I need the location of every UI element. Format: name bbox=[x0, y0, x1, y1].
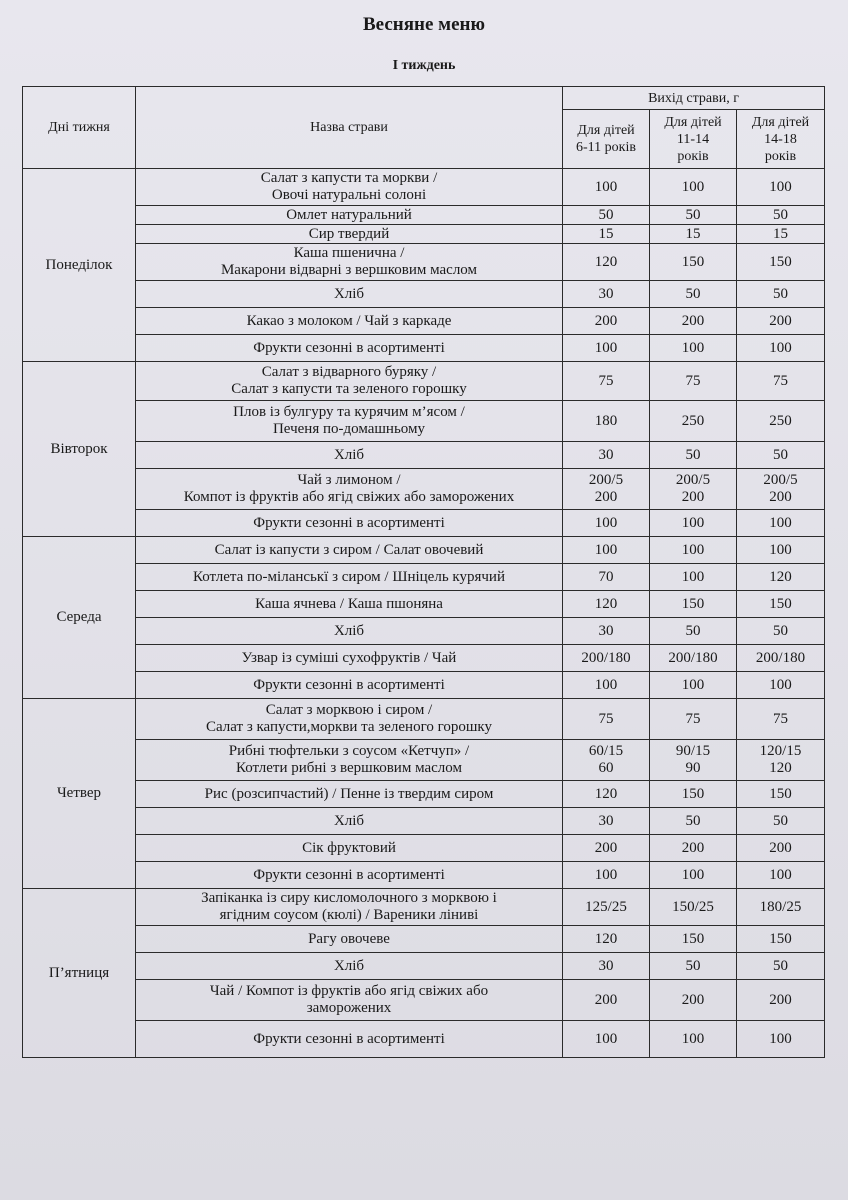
dish-cell: Омлет натуральний bbox=[136, 206, 563, 225]
table-body bbox=[23, 169, 825, 1058]
table-row bbox=[23, 281, 825, 308]
portion-cell-11-14: 200/5 200 bbox=[650, 469, 737, 510]
dish-cell: Фрукти сезонні в асортименті bbox=[136, 335, 563, 362]
portion-cell-6-11: 30 bbox=[563, 618, 650, 645]
dish-cell: Фрукти сезонні в асортименті bbox=[136, 862, 563, 889]
dish-cell: Рагу овочеве bbox=[136, 926, 563, 953]
portion-cell-6-11: 15 bbox=[563, 225, 650, 244]
portion-cell-14-18: 200/180 bbox=[737, 645, 825, 672]
portion-cell-11-14: 200 bbox=[650, 308, 737, 335]
table-row bbox=[23, 169, 825, 206]
portion-cell-11-14: 50 bbox=[650, 618, 737, 645]
day-cell: Середа bbox=[23, 537, 136, 699]
dish-cell: Какао з молоком / Чай з каркаде bbox=[136, 308, 563, 335]
portion-cell-14-18: 200 bbox=[737, 308, 825, 335]
page-subtitle: І тиждень bbox=[392, 58, 456, 73]
portion-cell-11-14: 100 bbox=[650, 169, 737, 206]
portion-cell-6-11: 125/25 bbox=[563, 889, 650, 926]
portion-cell-11-14: 50 bbox=[650, 953, 737, 980]
portion-cell-6-11: 100 bbox=[563, 672, 650, 699]
dish-cell: Салат із капусти з сиром / Салат овочевий bbox=[136, 537, 563, 564]
dish-cell: Рибні тюфтельки з соусом «Кетчуп» / Котлети рибні з вершковим маслом bbox=[136, 740, 563, 781]
table-row bbox=[23, 618, 825, 645]
portion-cell-6-11: 30 bbox=[563, 808, 650, 835]
portion-cell-6-11: 120 bbox=[563, 244, 650, 281]
portion-cell-6-11: 75 bbox=[563, 699, 650, 740]
portion-cell-11-14: 150/25 bbox=[650, 889, 737, 926]
portion-cell-6-11: 200 bbox=[563, 980, 650, 1021]
dish-cell: Хліб bbox=[136, 618, 563, 645]
table-row bbox=[23, 835, 825, 862]
table-row bbox=[23, 401, 825, 442]
table-row bbox=[23, 564, 825, 591]
portion-cell-6-11: 60/15 60 bbox=[563, 740, 650, 781]
portion-cell-14-18: 100 bbox=[737, 335, 825, 362]
day-cell: Понеділок bbox=[23, 169, 136, 362]
portion-cell-14-18: 50 bbox=[737, 281, 825, 308]
portion-cell-14-18: 250 bbox=[737, 401, 825, 442]
portion-cell-11-14: 75 bbox=[650, 362, 737, 401]
header-age-14-18: Для дітей 14-18 років bbox=[737, 110, 825, 169]
portion-cell-11-14: 50 bbox=[650, 808, 737, 835]
portion-cell-11-14: 100 bbox=[650, 564, 737, 591]
dish-cell: Узвар із суміші сухофруктів / Чай bbox=[136, 645, 563, 672]
portion-cell-14-18: 180/25 bbox=[737, 889, 825, 926]
portion-cell-14-18: 75 bbox=[737, 362, 825, 401]
portion-cell-6-11: 180 bbox=[563, 401, 650, 442]
portion-cell-14-18: 50 bbox=[737, 618, 825, 645]
portion-cell-14-18: 100 bbox=[737, 169, 825, 206]
table-row bbox=[23, 889, 825, 926]
portion-cell-11-14: 100 bbox=[650, 672, 737, 699]
dish-cell: Чай з лимоном / Компот із фруктів або ягід свіжих або заморожених bbox=[136, 469, 563, 510]
table-row bbox=[23, 862, 825, 889]
portion-cell-11-14: 75 bbox=[650, 699, 737, 740]
portion-cell-14-18: 100 bbox=[737, 1021, 825, 1058]
header-day: Дні тижня bbox=[23, 87, 136, 169]
portion-cell-11-14: 150 bbox=[650, 244, 737, 281]
portion-cell-6-11: 30 bbox=[563, 281, 650, 308]
header-output: Вихід страви, г bbox=[563, 87, 825, 110]
portion-cell-11-14: 150 bbox=[650, 591, 737, 618]
portion-cell-6-11: 50 bbox=[563, 206, 650, 225]
portion-cell-6-11: 100 bbox=[563, 537, 650, 564]
table-header bbox=[23, 87, 825, 169]
day-cell: П’ятниця bbox=[23, 889, 136, 1058]
menu-table bbox=[22, 86, 825, 1058]
table-row bbox=[23, 1021, 825, 1058]
portion-cell-6-11: 100 bbox=[563, 169, 650, 206]
portion-cell-6-11: 30 bbox=[563, 442, 650, 469]
day-cell: Четвер bbox=[23, 699, 136, 889]
portion-cell-14-18: 150 bbox=[737, 244, 825, 281]
dish-cell: Хліб bbox=[136, 281, 563, 308]
dish-cell: Хліб bbox=[136, 808, 563, 835]
portion-cell-6-11: 200 bbox=[563, 835, 650, 862]
portion-cell-11-14: 100 bbox=[650, 335, 737, 362]
portion-cell-11-14: 200/180 bbox=[650, 645, 737, 672]
portion-cell-6-11: 120 bbox=[563, 926, 650, 953]
table-row bbox=[23, 672, 825, 699]
portion-cell-6-11: 200/5 200 bbox=[563, 469, 650, 510]
portion-cell-6-11: 100 bbox=[563, 510, 650, 537]
portion-cell-14-18: 120 bbox=[737, 564, 825, 591]
portion-cell-14-18: 50 bbox=[737, 953, 825, 980]
portion-cell-14-18: 120/15 120 bbox=[737, 740, 825, 781]
table-row bbox=[23, 469, 825, 510]
dish-cell: Котлета по-міланськї з сиром / Шніцель курячий bbox=[136, 564, 563, 591]
portion-cell-11-14: 250 bbox=[650, 401, 737, 442]
table-row bbox=[23, 335, 825, 362]
portion-cell-14-18: 100 bbox=[737, 862, 825, 889]
portion-cell-14-18: 150 bbox=[737, 926, 825, 953]
dish-cell: Плов із булгуру та курячим м’ясом / Печеня по-домашньому bbox=[136, 401, 563, 442]
portion-cell-6-11: 100 bbox=[563, 1021, 650, 1058]
portion-cell-11-14: 15 bbox=[650, 225, 737, 244]
portion-cell-14-18: 200/5 200 bbox=[737, 469, 825, 510]
dish-cell: Сік фруктовий bbox=[136, 835, 563, 862]
portion-cell-14-18: 150 bbox=[737, 781, 825, 808]
table-row bbox=[23, 510, 825, 537]
portion-cell-14-18: 100 bbox=[737, 672, 825, 699]
portion-cell-14-18: 15 bbox=[737, 225, 825, 244]
header-age-6-11: Для дітей 6-11 років bbox=[563, 110, 650, 169]
table-row bbox=[23, 781, 825, 808]
portion-cell-6-11: 120 bbox=[563, 591, 650, 618]
table-row bbox=[23, 225, 825, 244]
portion-cell-14-18: 200 bbox=[737, 835, 825, 862]
table-row bbox=[23, 362, 825, 401]
portion-cell-11-14: 50 bbox=[650, 281, 737, 308]
table-row bbox=[23, 645, 825, 672]
portion-cell-11-14: 100 bbox=[650, 537, 737, 564]
portion-cell-6-11: 100 bbox=[563, 335, 650, 362]
portion-cell-6-11: 75 bbox=[563, 362, 650, 401]
table-row bbox=[23, 740, 825, 781]
portion-cell-14-18: 50 bbox=[737, 808, 825, 835]
table-row bbox=[23, 442, 825, 469]
portion-cell-11-14: 150 bbox=[650, 781, 737, 808]
portion-cell-14-18: 200 bbox=[737, 980, 825, 1021]
portion-cell-11-14: 50 bbox=[650, 442, 737, 469]
day-cell: Вівторок bbox=[23, 362, 136, 537]
portion-cell-11-14: 100 bbox=[650, 1021, 737, 1058]
dish-cell: Чай / Компот із фруктів або ягід свіжих або заморожених bbox=[136, 980, 563, 1021]
portion-cell-11-14: 200 bbox=[650, 835, 737, 862]
dish-cell: Салат з морквою і сиром / Салат з капусти,моркви та зеленого горошку bbox=[136, 699, 563, 740]
dish-cell: Фрукти сезонні в асортименті bbox=[136, 510, 563, 537]
portion-cell-6-11: 30 bbox=[563, 953, 650, 980]
dish-cell: Рис (розсипчастий) / Пенне із твердим сиром bbox=[136, 781, 563, 808]
dish-cell: Хліб bbox=[136, 442, 563, 469]
dish-cell: Сир твердий bbox=[136, 225, 563, 244]
header-age-11-14: Для дітей 11-14 років bbox=[650, 110, 737, 169]
table-row bbox=[23, 206, 825, 225]
portion-cell-6-11: 70 bbox=[563, 564, 650, 591]
dish-cell: Фрукти сезонні в асортименті bbox=[136, 1021, 563, 1058]
table-row bbox=[23, 926, 825, 953]
header-dish: Назва страви bbox=[136, 87, 563, 169]
portion-cell-6-11: 120 bbox=[563, 781, 650, 808]
portion-cell-11-14: 100 bbox=[650, 510, 737, 537]
dish-cell: Хліб bbox=[136, 953, 563, 980]
dish-cell: Салат з капусти та моркви / Овочі натуральні солоні bbox=[136, 169, 563, 206]
portion-cell-11-14: 150 bbox=[650, 926, 737, 953]
portion-cell-11-14: 90/15 90 bbox=[650, 740, 737, 781]
portion-cell-6-11: 200 bbox=[563, 308, 650, 335]
dish-cell: Каша пшенична / Макарони відварні з вершковим маслом bbox=[136, 244, 563, 281]
page-title: Весняне меню bbox=[363, 14, 485, 35]
portion-cell-14-18: 75 bbox=[737, 699, 825, 740]
dish-cell: Запіканка із сиру кисломолочного з морквою і ягідним соусом (кюлі) / Вареники ліниві bbox=[136, 889, 563, 926]
table-row bbox=[23, 808, 825, 835]
portion-cell-14-18: 100 bbox=[737, 510, 825, 537]
table-row bbox=[23, 308, 825, 335]
portion-cell-6-11: 100 bbox=[563, 862, 650, 889]
table-row bbox=[23, 591, 825, 618]
portion-cell-14-18: 50 bbox=[737, 442, 825, 469]
table-row bbox=[23, 953, 825, 980]
portion-cell-6-11: 200/180 bbox=[563, 645, 650, 672]
portion-cell-14-18: 150 bbox=[737, 591, 825, 618]
table-row bbox=[23, 537, 825, 564]
portion-cell-14-18: 50 bbox=[737, 206, 825, 225]
dish-cell: Каша ячнева / Каша пшоняна bbox=[136, 591, 563, 618]
portion-cell-14-18: 100 bbox=[737, 537, 825, 564]
table-row bbox=[23, 699, 825, 740]
dish-cell: Фрукти сезонні в асортименті bbox=[136, 672, 563, 699]
portion-cell-11-14: 200 bbox=[650, 980, 737, 1021]
table-row bbox=[23, 244, 825, 281]
dish-cell: Салат з відварного буряку / Салат з капусти та зеленого горошку bbox=[136, 362, 563, 401]
portion-cell-11-14: 50 bbox=[650, 206, 737, 225]
portion-cell-11-14: 100 bbox=[650, 862, 737, 889]
table-row bbox=[23, 980, 825, 1021]
